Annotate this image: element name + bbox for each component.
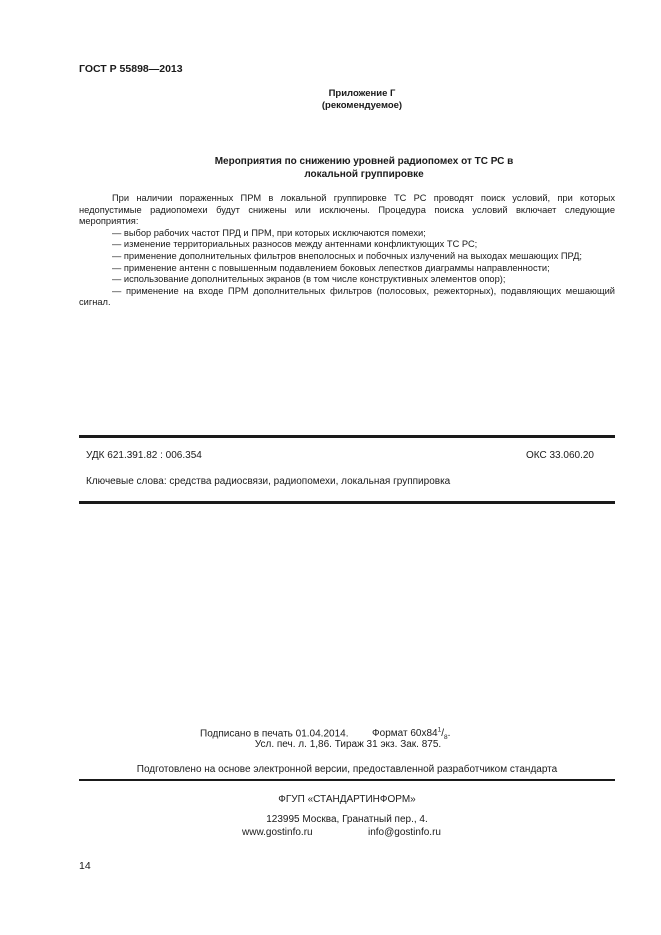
keywords: Ключевые слова: средства радиосвязи, радиопомехи, локальная группировка: [86, 476, 451, 487]
publisher-name: ФГУП «СТАНДАРТИНФОРМ»: [278, 794, 416, 805]
classification-bottom-rule: [79, 501, 615, 504]
annex-title: Приложение Г: [328, 88, 396, 99]
oks-code: ОКС 33.060.20: [526, 450, 594, 461]
prepared-note: Подготовлено на основе электронной версии, предоставленной разработчиком стандарта: [136, 764, 558, 775]
email-link[interactable]: info@gostinfo.ru: [368, 827, 441, 838]
print-format: Формат $60x84^1/_8$.: [372, 727, 451, 742]
document-code: ГОСТ Р 55898—2013: [79, 63, 183, 75]
list-item: — использование дополнительных экранов (в том числе конструктивных элементов опор);: [112, 274, 506, 285]
list-item: — применение антенн с повышенным подавлением боковых лепестков диаграммы направленности;: [112, 262, 550, 273]
list-item: — применение на входе ПРМ дополнительных фильтров (полосовых, режекторных), подавляющих мешающий сигнал.: [79, 285, 615, 308]
annex-status: (рекомендуемое): [321, 100, 403, 111]
list-item: — применение дополнительных фильтров внеполосных и побочных излучений на выходах мешающих ПРД;: [112, 250, 582, 261]
print-info: Усл. печ. л. 1,86. Тираж 31 экз. Зак. 875.: [254, 739, 442, 750]
website-link[interactable]: www.gostinfo.ru: [242, 827, 313, 838]
section-heading-line1: Мероприятия по снижению уровней радиопомех от ТС РС в: [214, 156, 514, 167]
section-heading: [150, 156, 578, 181]
intro-paragraph: При наличии пораженных ПРМ в локальной группировке ТС РС проводят поиск условий, при которых недопустимые радиопомехи будут снижены или исключены. Процедура поиска условий включает следующие мероприятия:: [79, 193, 615, 227]
signed-date: Подписано в печать 01.04.2014.: [200, 728, 349, 740]
publisher-address: 123995 Москва, Гранатный пер., 4.: [266, 814, 428, 825]
list-item: — изменение территориальных разносов между антеннами конфликтующих ТС РС;: [112, 239, 478, 250]
body-text: [79, 193, 615, 309]
imprint-rule: [79, 779, 615, 781]
page-number: 14: [79, 860, 91, 872]
classification-top-rule: [79, 435, 615, 438]
section-heading-line2: локальной группировке: [304, 168, 424, 180]
list-item: — выбор рабочих частот ПРД и ПРМ, при которых исключаются помехи;: [112, 227, 426, 238]
udk-code: УДК 621.391.82 : 006.354: [86, 450, 202, 461]
